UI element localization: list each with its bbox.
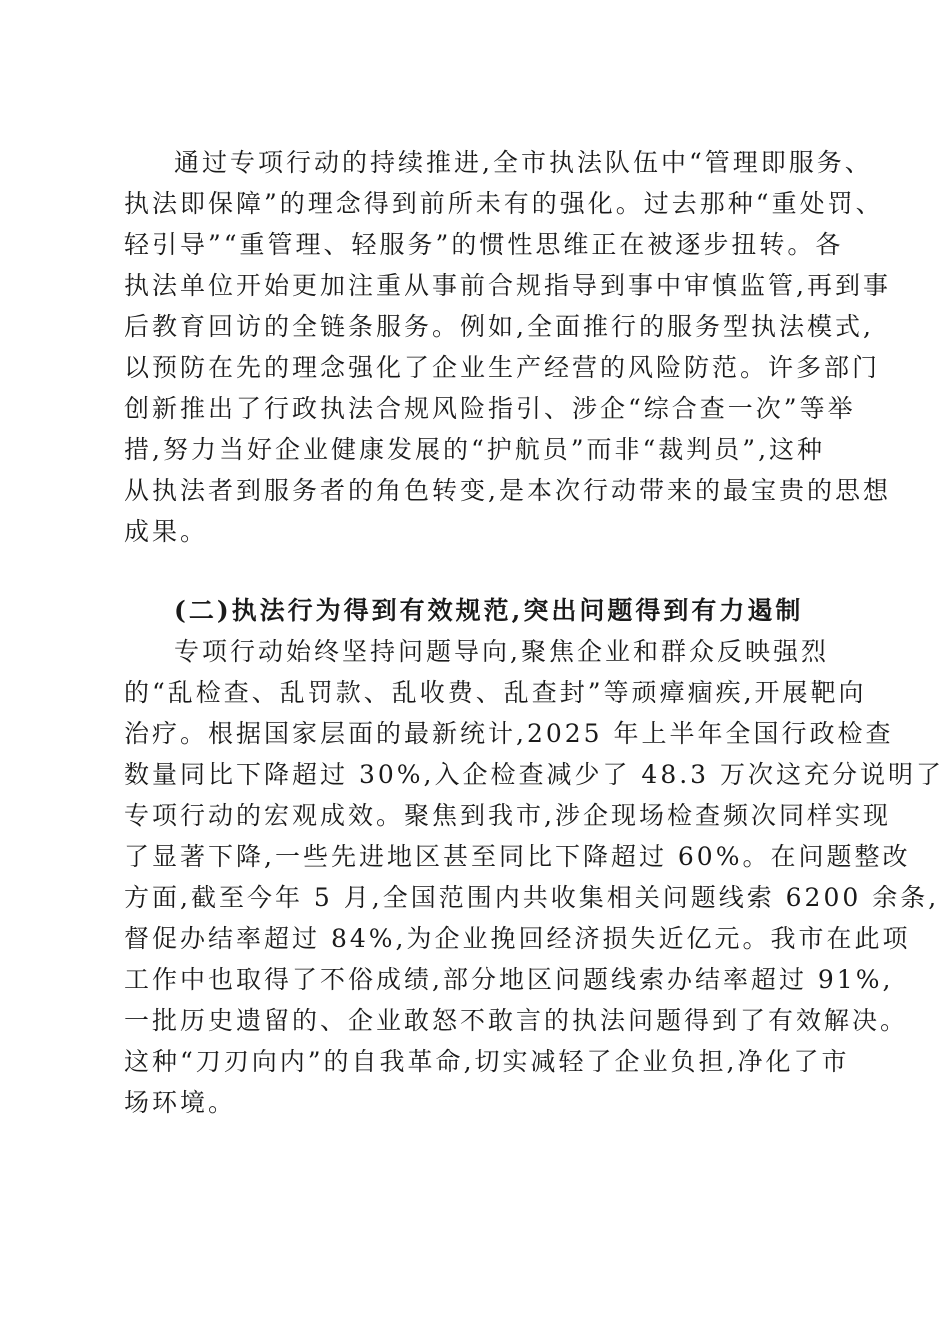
paragraph-line: 执法即保障”的理念得到前所未有的强化。过去那种“重处罚、 [124,189,884,218]
paragraph-line: 专项行动始终坚持问题导向,聚焦企业和群众反映强烈 [174,637,829,666]
section-heading: (二)执法行为得到有效规范,突出问题得到有力遏制 [174,596,804,625]
section-heading-block [124,590,832,631]
paragraph-line: 措,努力当好企业健康发展的“护航员”而非“裁判员”,这种 [124,435,826,464]
paragraph-line: 通过专项行动的持续推进,全市执法队伍中“管理即服务、 [174,148,873,177]
paragraph-line: 从执法者到服务者的角色转变,是本次行动带来的最宝贵的思想 [124,476,891,505]
paragraph-line: 以预防在先的理念强化了企业生产经营的风险防范。许多部门 [124,353,881,382]
paragraph-line: 专项行动的宏观成效。聚焦到我市,涉企现场检查频次同样实现 [124,801,891,830]
paragraph-line: 创新推出了行政执法合规风险指引、涉企“综合查一次”等举 [124,394,856,423]
paragraph-2 [124,631,945,1123]
paragraph-line: 这种“刀刃向内”的自我革命,切实减轻了企业负担,净化了市 [124,1047,850,1076]
paragraph-line: 一批历史遗留的、企业敢怒不敢言的执法问题得到了有效解决。 [124,1006,909,1035]
paragraph-line: 方面,截至今年 5 月,全国范围内共收集相关问题线索 6200 余条, [124,883,940,912]
paragraph-line: 数量同比下降超过 30%,入企检查减少了 48.3 万次这充分说明了 [124,760,945,789]
paragraph-1 [124,142,891,552]
paragraph-line: 治疗。根据国家层面的最新统计,2025 年上半年全国行政检查 [124,719,894,748]
paragraph-line: 轻引导”“重管理、轻服务”的惯性思维正在被逐步扭转。各 [124,230,844,259]
paragraph-line: 成果。 [124,517,209,546]
paragraph-line: 执法单位开始更加注重从事前合规指导到事中审慎监管,再到事 [124,271,891,300]
paragraph-line: 场环境。 [124,1088,237,1117]
paragraph-line: 了显著下降,一些先进地区甚至同比下降超过 60%。在问题整改 [124,842,911,871]
paragraph-line: 工作中也取得了不俗成绩,部分地区问题线索办结率超过 91%, [124,965,894,994]
paragraph-line: 督促办结率超过 84%,为企业挽回经济损失近亿元。我市在此项 [124,924,911,953]
paragraph-line: 后教育回访的全链条服务。例如,全面推行的服务型执法模式, [124,312,874,341]
paragraph-line: 的“乱检查、乱罚款、乱收费、乱查封”等顽瘴痼疾,开展靶向 [124,678,867,707]
